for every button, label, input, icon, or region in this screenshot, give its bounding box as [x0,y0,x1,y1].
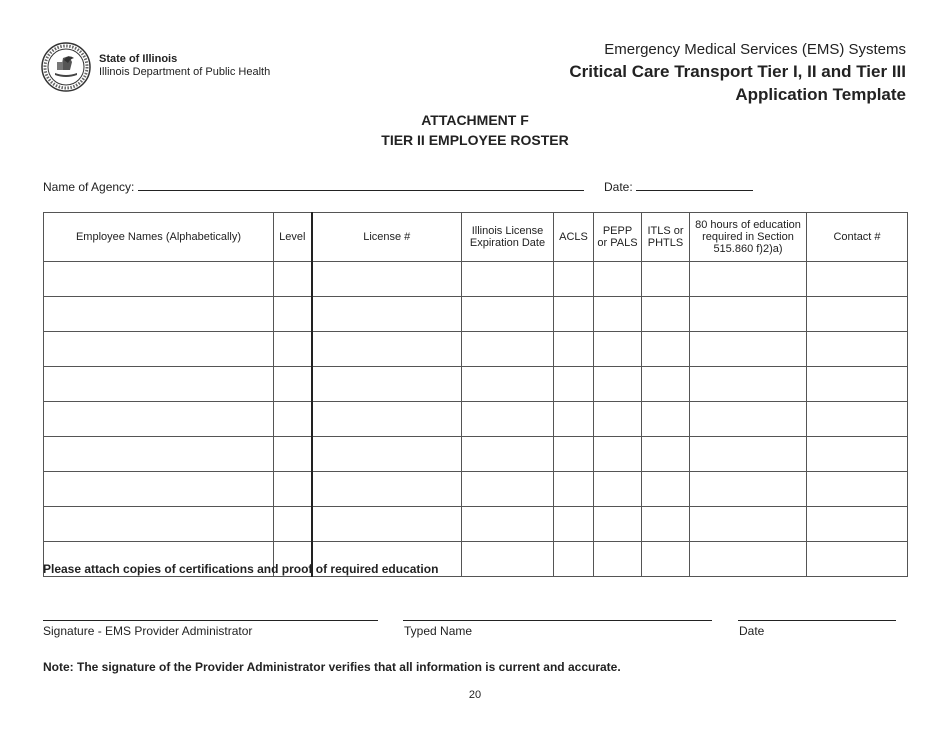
table-cell[interactable] [690,507,807,542]
table-cell[interactable] [594,367,642,402]
admin-signature-label: Signature - EMS Provider Administrator [43,624,253,638]
table-cell[interactable] [44,402,274,437]
table-cell[interactable] [690,367,807,402]
table-cell[interactable] [807,542,908,577]
table-row [44,472,908,507]
table-cell[interactable] [44,437,274,472]
table-cell[interactable] [462,332,554,367]
table-cell[interactable] [594,472,642,507]
header-license-number: License # [312,213,462,262]
table-cell[interactable] [44,262,274,297]
table-row [44,297,908,332]
table-cell[interactable] [44,367,274,402]
table-cell[interactable] [312,472,462,507]
table-cell[interactable] [594,297,642,332]
signature-verification-note: Note: The signature of the Provider Administrator verifies that all information is current and accurate. [43,660,621,674]
table-cell[interactable] [690,262,807,297]
table-cell[interactable] [642,367,690,402]
table-cell[interactable] [642,507,690,542]
organization-block [99,53,270,79]
header-license-expiration: Illinois License Expiration Date [462,213,554,262]
table-cell[interactable] [312,332,462,367]
table-cell[interactable] [274,297,312,332]
table-cell[interactable] [554,437,594,472]
table-cell[interactable] [462,542,554,577]
table-cell[interactable] [807,367,908,402]
header-education-hours: 80 hours of education required in Section 515.860 f)2)a) [690,213,807,262]
document-header [486,40,906,106]
table-cell[interactable] [554,472,594,507]
table-cell[interactable] [807,437,908,472]
typed-name-line[interactable] [403,620,712,621]
table-cell[interactable] [690,297,807,332]
table-row [44,507,908,542]
table-cell[interactable] [274,472,312,507]
table-cell[interactable] [462,367,554,402]
table-cell[interactable] [462,402,554,437]
table-body [44,262,908,577]
table-cell[interactable] [312,262,462,297]
table-cell[interactable] [554,402,594,437]
table-cell[interactable] [807,262,908,297]
table-cell[interactable] [594,507,642,542]
table-cell[interactable] [690,402,807,437]
table-cell[interactable] [462,507,554,542]
table-cell[interactable] [44,507,274,542]
table-cell[interactable] [690,437,807,472]
table-cell[interactable] [807,472,908,507]
table-row [44,437,908,472]
table-cell[interactable] [274,507,312,542]
header-pepp-pals: PEPP or PALS [594,213,642,262]
table-cell[interactable] [312,402,462,437]
table-cell[interactable] [554,332,594,367]
table-cell[interactable] [690,542,807,577]
table-row [44,402,908,437]
table-cell[interactable] [462,297,554,332]
header-level: Level [274,213,312,262]
date-label: Date: [604,180,633,194]
header-employee-names: Employee Names (Alphabetically) [44,213,274,262]
page-number: 20 [468,689,482,701]
table-cell[interactable] [642,542,690,577]
document-title-line2: Application Template [735,85,906,104]
table-row [44,332,908,367]
state-seal-logo [41,42,91,92]
table-cell[interactable] [594,332,642,367]
program-name: Emergency Medical Services (EMS) Systems [604,41,906,58]
table-cell[interactable] [312,437,462,472]
table-cell[interactable] [462,472,554,507]
table-cell[interactable] [594,402,642,437]
table-cell[interactable] [807,402,908,437]
table-row [44,367,908,402]
employee-roster-table [43,212,908,577]
agency-input-line[interactable] [138,179,584,191]
table-cell[interactable] [690,472,807,507]
table-cell[interactable] [642,472,690,507]
table-cell[interactable] [274,437,312,472]
typed-name-label: Typed Name [404,624,473,638]
header-acls: ACLS [554,213,594,262]
date-input-line[interactable] [636,179,753,191]
table-cell[interactable] [274,262,312,297]
table-cell[interactable] [554,507,594,542]
table-cell[interactable] [554,367,594,402]
table-cell[interactable] [807,507,908,542]
table-cell[interactable] [642,402,690,437]
table-cell[interactable] [312,297,462,332]
table-header-row [44,213,908,262]
table-cell[interactable] [44,297,274,332]
table-cell[interactable] [274,402,312,437]
table-row [44,262,908,297]
table-cell[interactable] [554,542,594,577]
table-cell[interactable] [807,297,908,332]
header-itls-phtls: ITLS or PHTLS [642,213,690,262]
table-cell[interactable] [554,262,594,297]
agency-label: Name of Agency: [43,180,135,194]
org-department-name: Illinois Department of Public Health [99,66,271,78]
header-contact-number: Contact # [807,213,908,262]
table-cell[interactable] [462,262,554,297]
table-cell[interactable] [642,262,690,297]
table-cell[interactable] [594,542,642,577]
org-state-name: State of Illinois [99,53,178,65]
table-cell[interactable] [274,332,312,367]
table-cell[interactable] [642,437,690,472]
table-cell[interactable] [274,367,312,402]
document-title-line1: Critical Care Transport Tier I, II and Tier III [569,62,906,81]
agency-field[interactable] [43,179,584,194]
table-cell[interactable] [554,297,594,332]
table-cell[interactable] [462,437,554,472]
table-cell[interactable] [642,297,690,332]
admin-signature-line[interactable] [43,620,378,621]
table-cell[interactable] [807,332,908,367]
signature-date-label: Date [739,624,765,638]
table-cell[interactable] [44,472,274,507]
table-cell[interactable] [44,332,274,367]
signature-date-line[interactable] [738,620,896,621]
table-cell[interactable] [312,367,462,402]
date-field[interactable] [604,179,753,194]
table-cell[interactable] [642,332,690,367]
table-cell[interactable] [594,262,642,297]
table-cell[interactable] [690,332,807,367]
attachment-label: ATTACHMENT F [421,112,529,128]
table-cell[interactable] [594,437,642,472]
attachment-subtitle: TIER II EMPLOYEE ROSTER [381,132,569,148]
attach-copies-note: Please attach copies of certifications and proof of required education [43,562,439,576]
table-cell[interactable] [312,507,462,542]
